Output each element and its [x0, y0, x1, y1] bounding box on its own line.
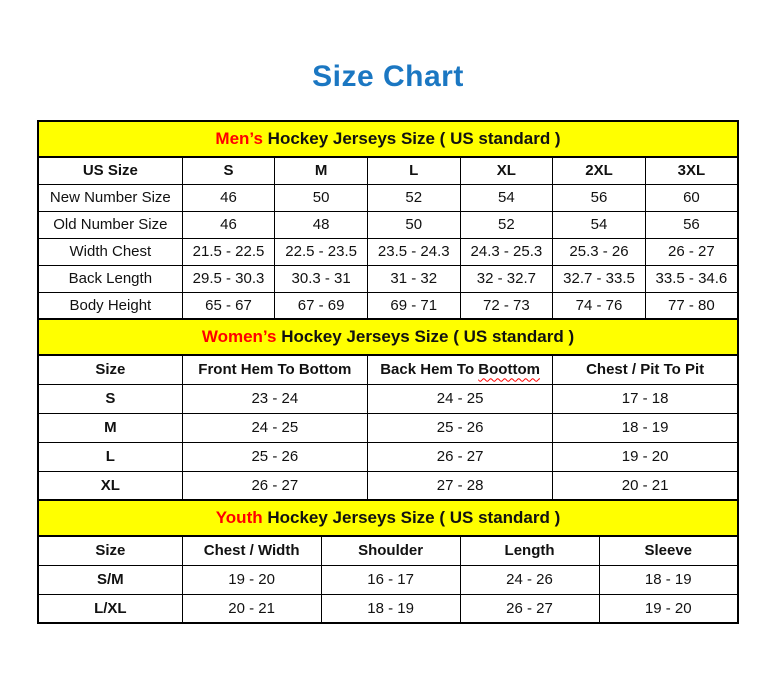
size-value: 56: [645, 211, 738, 238]
size-value: 18 - 19: [553, 413, 738, 442]
size-value: 26 - 27: [367, 442, 552, 471]
size-value: 74 - 76: [553, 292, 646, 319]
size-value: 27 - 28: [367, 471, 552, 500]
table-row: [38, 384, 738, 413]
size-value: 23.5 - 24.3: [367, 238, 460, 265]
size-value: 24 - 25: [367, 384, 552, 413]
row-label: Back Length: [38, 265, 182, 292]
table-row: [38, 565, 738, 594]
size-value: 46: [182, 211, 275, 238]
table-row: [38, 413, 738, 442]
column-header: US Size: [38, 157, 182, 184]
size-value: 65 - 67: [182, 292, 275, 319]
table-row: [38, 211, 738, 238]
size-value: 50: [275, 184, 368, 211]
size-value: 32 - 32.7: [460, 265, 553, 292]
size-value: 60: [645, 184, 738, 211]
size-value: 20 - 21: [553, 471, 738, 500]
womens-size-table-section: [37, 318, 739, 501]
size-value: 32.7 - 33.5: [553, 265, 646, 292]
size-value: 21.5 - 22.5: [182, 238, 275, 265]
table-row: [38, 184, 738, 211]
size-value: 54: [460, 184, 553, 211]
size-value: 26 - 27: [645, 238, 738, 265]
size-value: 25 - 26: [367, 413, 552, 442]
table-row: [38, 442, 738, 471]
column-header: L: [367, 157, 460, 184]
column-header: Sleeve: [599, 536, 738, 565]
column-header-text: Back Hem To: [380, 361, 479, 379]
mens-size-table-section: [37, 120, 739, 320]
column-header: 2XL: [553, 157, 646, 184]
mens-table: [37, 156, 739, 320]
size-value: 72 - 73: [460, 292, 553, 319]
column-header: S: [182, 157, 275, 184]
youth-caption-text: Hockey Jerseys Size ( US standard ): [262, 508, 561, 527]
size-value: 23 - 24: [182, 384, 367, 413]
youth-table: [37, 535, 739, 624]
row-label: Body Height: [38, 292, 182, 319]
row-label: Width Chest: [38, 238, 182, 265]
column-header: Front Hem To Bottom: [182, 355, 367, 384]
row-label: New Number Size: [38, 184, 182, 211]
size-value: 31 - 32: [367, 265, 460, 292]
row-label: S: [38, 384, 182, 413]
size-value: 25 - 26: [182, 442, 367, 471]
column-header: 3XL: [645, 157, 738, 184]
mens-caption-highlight: Men’s: [215, 129, 263, 148]
size-value: 18 - 19: [599, 565, 738, 594]
mens-caption-text: Hockey Jerseys Size ( US standard ): [262, 129, 561, 148]
mens-caption-bar: [37, 120, 739, 158]
table-row: [38, 292, 738, 319]
size-value: 48: [275, 211, 368, 238]
size-value: 26 - 27: [460, 594, 599, 623]
size-value: 24 - 26: [460, 565, 599, 594]
column-header: M: [275, 157, 368, 184]
size-value: 20 - 21: [182, 594, 321, 623]
size-value: 46: [182, 184, 275, 211]
column-header: XL: [460, 157, 553, 184]
youth-size-table-section: [37, 499, 739, 624]
size-tables: [37, 120, 739, 624]
size-value: 67 - 69: [275, 292, 368, 319]
size-value: 22.5 - 23.5: [275, 238, 368, 265]
column-header: Size: [38, 536, 182, 565]
size-value: 33.5 - 34.6: [645, 265, 738, 292]
size-value: 17 - 18: [553, 384, 738, 413]
page-title: Size Chart: [312, 60, 464, 93]
size-value: 77 - 80: [645, 292, 738, 319]
table-row: [38, 238, 738, 265]
size-value: 25.3 - 26: [553, 238, 646, 265]
youth-caption-bar: [37, 499, 739, 537]
table-row: [38, 594, 738, 623]
column-header: Shoulder: [321, 536, 460, 565]
womens-table: [37, 354, 739, 501]
youth-caption-highlight: Youth: [215, 508, 263, 527]
row-label: L/XL: [38, 594, 182, 623]
womens-header-row: [38, 355, 738, 384]
row-label: Old Number Size: [38, 211, 182, 238]
column-header: Length: [460, 536, 599, 565]
size-value: 69 - 71: [367, 292, 460, 319]
misspelled-word: Boottom: [478, 361, 540, 379]
size-value: 19 - 20: [182, 565, 321, 594]
row-label: L: [38, 442, 182, 471]
size-value: 24 - 25: [182, 413, 367, 442]
size-value: 18 - 19: [321, 594, 460, 623]
womens-caption-text: Hockey Jerseys Size ( US standard ): [276, 327, 575, 346]
column-header: Chest / Pit To Pit: [553, 355, 738, 384]
size-value: 29.5 - 30.3: [182, 265, 275, 292]
table-row: [38, 471, 738, 500]
row-label: S/M: [38, 565, 182, 594]
size-value: 52: [367, 184, 460, 211]
womens-caption-bar: [37, 318, 739, 356]
row-label: XL: [38, 471, 182, 500]
size-value: 24.3 - 25.3: [460, 238, 553, 265]
column-header: Size: [38, 355, 182, 384]
size-value: 19 - 20: [599, 594, 738, 623]
size-value: 30.3 - 31: [275, 265, 368, 292]
womens-caption-highlight: Women’s: [201, 327, 277, 346]
size-value: 56: [553, 184, 646, 211]
size-value: 16 - 17: [321, 565, 460, 594]
size-value: 52: [460, 211, 553, 238]
youth-header-row: [38, 536, 738, 565]
size-value: 19 - 20: [553, 442, 738, 471]
row-label: M: [38, 413, 182, 442]
mens-header-row: [38, 157, 738, 184]
column-header: Chest / Width: [182, 536, 321, 565]
size-value: 54: [553, 211, 646, 238]
column-header: [367, 355, 552, 384]
size-value: 50: [367, 211, 460, 238]
table-row: [38, 265, 738, 292]
size-value: 26 - 27: [182, 471, 367, 500]
